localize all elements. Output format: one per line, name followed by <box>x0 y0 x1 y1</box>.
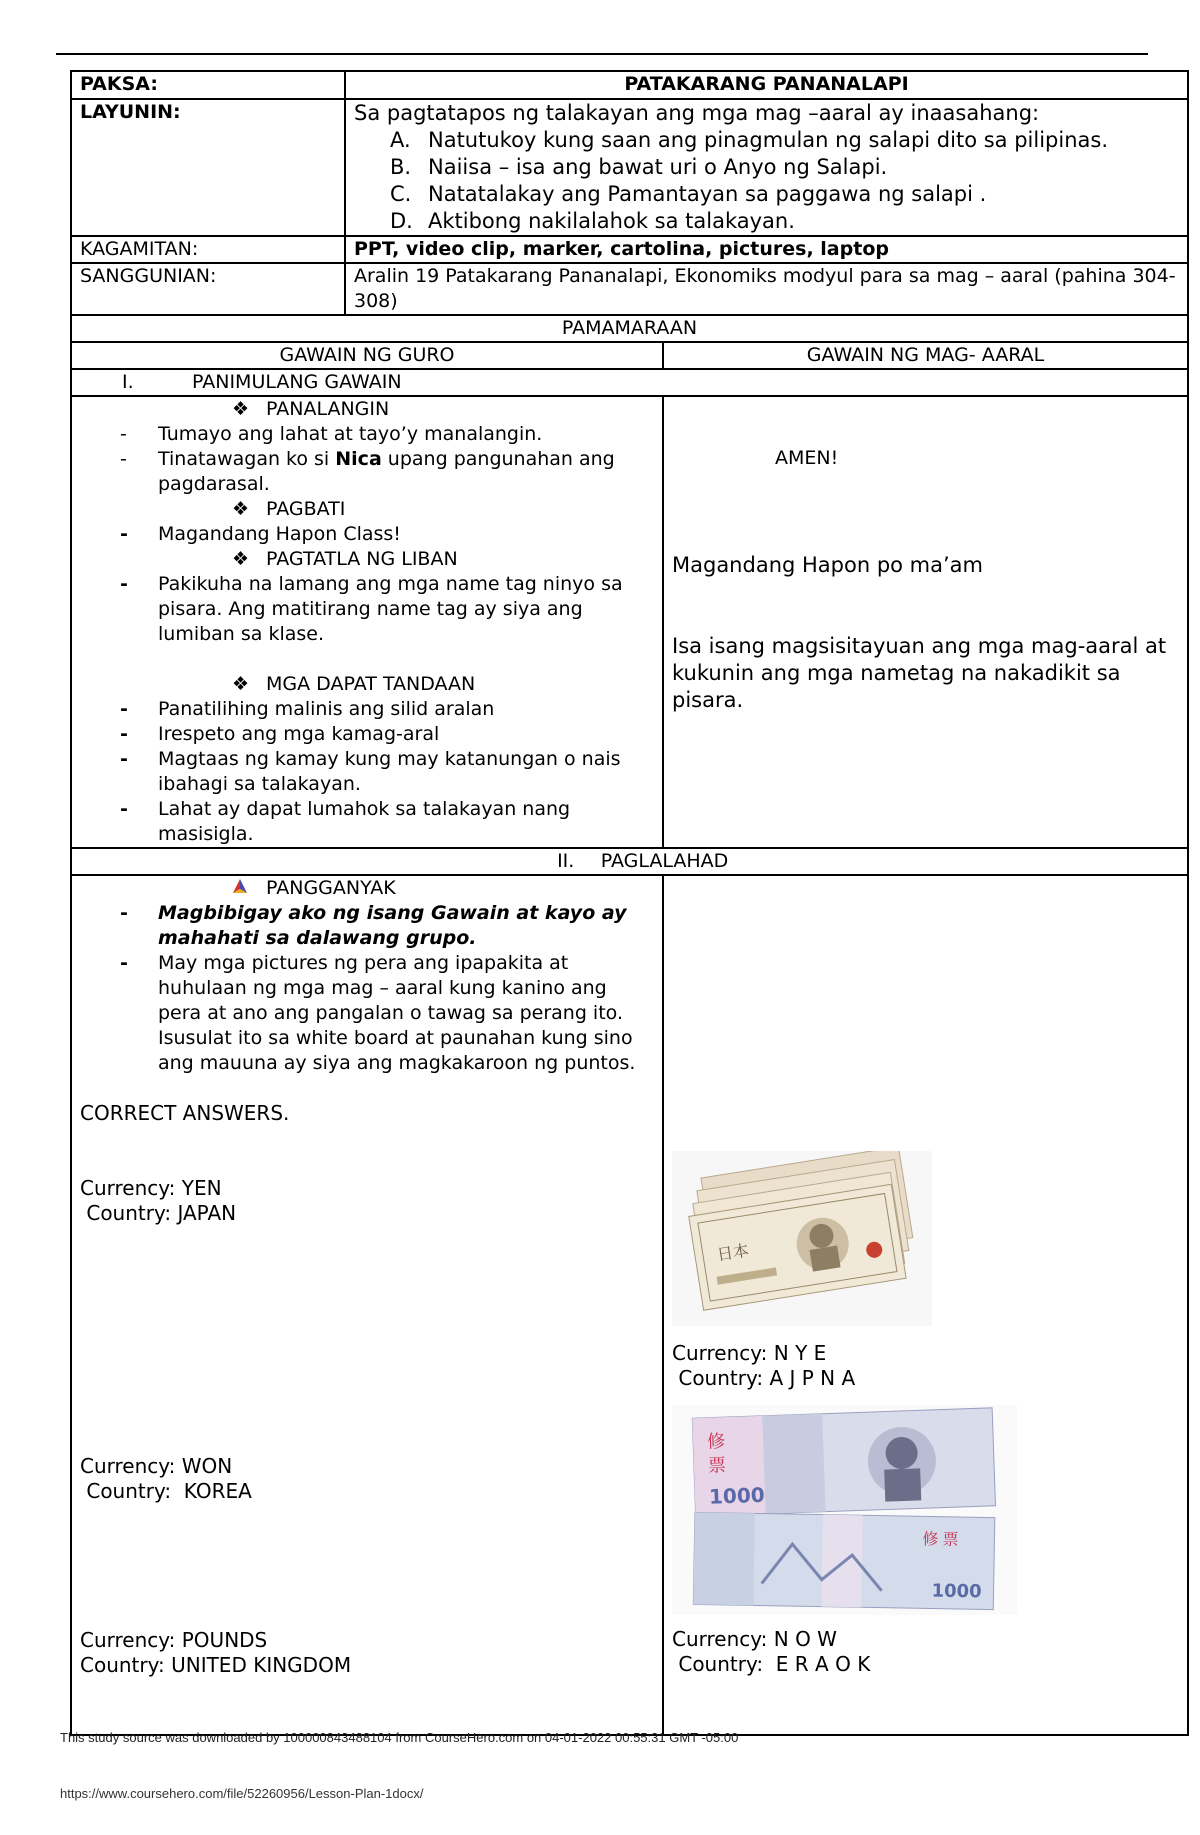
mag-aaral-section-2 <box>663 875 1188 1735</box>
section-1-title: I. PANIMULANG GAWAIN <box>71 369 1188 396</box>
list-item: - Magandang Hapon Class! <box>120 523 401 545</box>
kagamitan-value: PPT, video clip, marker, cartolina, pictures, laptop <box>345 236 1188 263</box>
pangganyak-list <box>80 901 654 1076</box>
scrambled-yen-country: Country: A J P N A <box>672 1366 856 1390</box>
list-item: - Tinatawagan ko si Nica upang pangunahan ang pagdarasal. <box>120 448 615 495</box>
row-sanggunian <box>71 263 1188 315</box>
panalangin-heading: ❖ PANALANGIN <box>232 398 390 420</box>
pamamaraan-heading: PAMAMARAAN <box>71 315 1188 342</box>
list-item: - Irespeto ang mga kamag-aral <box>120 723 440 745</box>
diamond-bullet-icon: ❖ <box>232 398 250 420</box>
row-layunin <box>71 99 1188 236</box>
row-section-1-title <box>71 369 1188 396</box>
kagamitan-label: KAGAMITAN: <box>71 236 345 263</box>
pagbati-list <box>80 522 654 547</box>
layunin-label: LAYUNIN: <box>71 99 345 236</box>
list-item: - Panatilihing malinis ang silid aralan <box>120 698 495 720</box>
guro-section-2 <box>71 875 663 1735</box>
panalangin-list <box>80 422 654 497</box>
scrambled-won-country: Country: E R A O K <box>672 1652 871 1676</box>
list-item: - Magbibigay ako ng isang Gawain at kayo ay mahahati sa dalawang grupo. <box>120 902 627 949</box>
row-section-2-content <box>71 875 1188 1735</box>
scrambled-won-currency: Currency: N O W <box>672 1627 837 1651</box>
list-item: - Lahat ay dapat lumahok sa talakayan nang masisigla. <box>120 798 571 845</box>
mag-aaral-section-1 <box>663 396 1188 848</box>
row-paksa <box>71 71 1188 99</box>
svg-text:1000: 1000 <box>931 1580 982 1603</box>
tandaan-heading: ❖ MGA DAPAT TANDAAN <box>232 673 476 695</box>
list-item: - May mga pictures ng pera ang ipapakita at huhulaan ng mga mag – aaral kung kanino ang pera at ano ang pangalan o tawag sa perang ito. Isusulat ito sa white board at paunahan kung sino ang mauuna ay siya ang magkakaroon ng puntos. <box>120 952 636 1074</box>
won-banknotes-image <box>672 1405 1017 1615</box>
diamond-bullet-icon: ❖ <box>232 498 250 520</box>
svg-text:修: 修 <box>706 1431 726 1453</box>
list-item: - Tumayo ang lahat at tayo’y manalangin. <box>120 423 543 445</box>
answer-won-currency: Currency: WON <box>80 1454 233 1478</box>
answer-pounds-currency: Currency: POUNDS <box>80 1628 268 1652</box>
sanggunian-label: SANGGUNIAN: <box>71 263 345 315</box>
svg-text:票: 票 <box>707 1455 727 1477</box>
row-column-headers <box>71 342 1188 369</box>
diamond-bullet-icon: ❖ <box>232 548 250 570</box>
list-item: - Pakikuha na lamang ang mga name tag ninyo sa pisara. Ang matitirang name tag ay siya ang lumiban sa klase. <box>120 573 623 645</box>
svg-text:1000: 1000 <box>708 1482 766 1509</box>
paksa-value: PATAKARANG PANANALAPI <box>345 71 1188 99</box>
pagbati-heading: ❖ PAGBATI <box>232 498 346 520</box>
col-guro-heading: GAWAIN NG GURO <box>71 342 663 369</box>
answer-yen-country: Country: JAPAN <box>80 1201 237 1225</box>
diamond-bullet-icon: ❖ <box>232 673 250 695</box>
scrambled-yen-currency: Currency: N Y E <box>672 1341 827 1365</box>
svg-text:票: 票 <box>942 1529 959 1549</box>
layunin-intro: Sa pagtatapos ng talakayan ang mga mag –aaral ay inaasahang: <box>354 101 1040 125</box>
paksa-label: PAKSA: <box>71 71 345 99</box>
guro-section-1 <box>71 396 663 848</box>
section-2-title: II. PAGLALAHAD <box>71 848 1188 875</box>
correct-answers-label: CORRECT ANSWERS. <box>80 1101 290 1125</box>
greeting-response: Magandang Hapon po ma’am <box>672 553 984 577</box>
layunin-cell <box>345 99 1188 236</box>
answer-pounds-country: Country: UNITED KINGDOM <box>80 1653 352 1677</box>
layunin-item: C. Natatalakay ang Pamantayan sa paggawa ng salapi . <box>390 182 987 206</box>
layunin-item: D. Aktibong nakilalahok sa talakayan. <box>390 209 795 233</box>
layunin-list <box>354 127 1179 235</box>
layunin-item: B. Naiisa – isa ang bawat uri o Anyo ng Salapi. <box>390 155 888 179</box>
row-pamamaraan <box>71 315 1188 342</box>
svg-text:修: 修 <box>922 1529 939 1549</box>
row-section-1-content <box>71 396 1188 848</box>
answer-won-country: Country: KOREA <box>80 1479 252 1503</box>
row-section-2-title <box>71 848 1188 875</box>
sanggunian-value: Aralin 19 Patakarang Pananalapi, Ekonomiks modyul para sa mag – aaral (pahina 304- 308) <box>345 263 1188 315</box>
svg-text:日本: 日本 <box>715 1240 751 1265</box>
list-item: - Magtaas ng kamay kung may katanungan o nais ibahagi sa talakayan. <box>120 748 621 795</box>
tandaan-list <box>80 697 654 847</box>
layunin-item: A. Natutukoy kung saan ang pinagmulan ng salapi dito sa pilipinas. <box>390 128 1109 152</box>
nametag-response: Isa isang magsisitayuan ang mga mag-aaral at kukunin ang mga nametag na nakadikit sa pisara. <box>672 634 1167 712</box>
pagtatla-list <box>80 572 654 647</box>
top-rule <box>56 53 1148 55</box>
col-mag-aaral-heading: GAWAIN NG MAG- AARAL <box>663 342 1188 369</box>
amen-response: AMEN! <box>775 447 839 469</box>
pagtatla-heading: ❖ PAGTATLA NG LIBAN <box>232 548 458 570</box>
arrow-bullet-icon <box>232 876 266 901</box>
pangganyak-heading: PANGGANYAK <box>80 876 654 901</box>
yen-banknotes-image <box>672 1151 932 1326</box>
lesson-plan-table <box>70 70 1189 1736</box>
row-kagamitan <box>71 236 1188 263</box>
download-source-note: This study source was downloaded by 100000843488104 from CourseHero.com on 04-01-2022 00:55:31 GMT -05:00 <box>60 1730 739 1745</box>
source-url[interactable]: https://www.coursehero.com/file/52260956/Lesson-Plan-1docx/ <box>60 1786 424 1801</box>
answer-yen-currency: Currency: YEN <box>80 1176 222 1200</box>
